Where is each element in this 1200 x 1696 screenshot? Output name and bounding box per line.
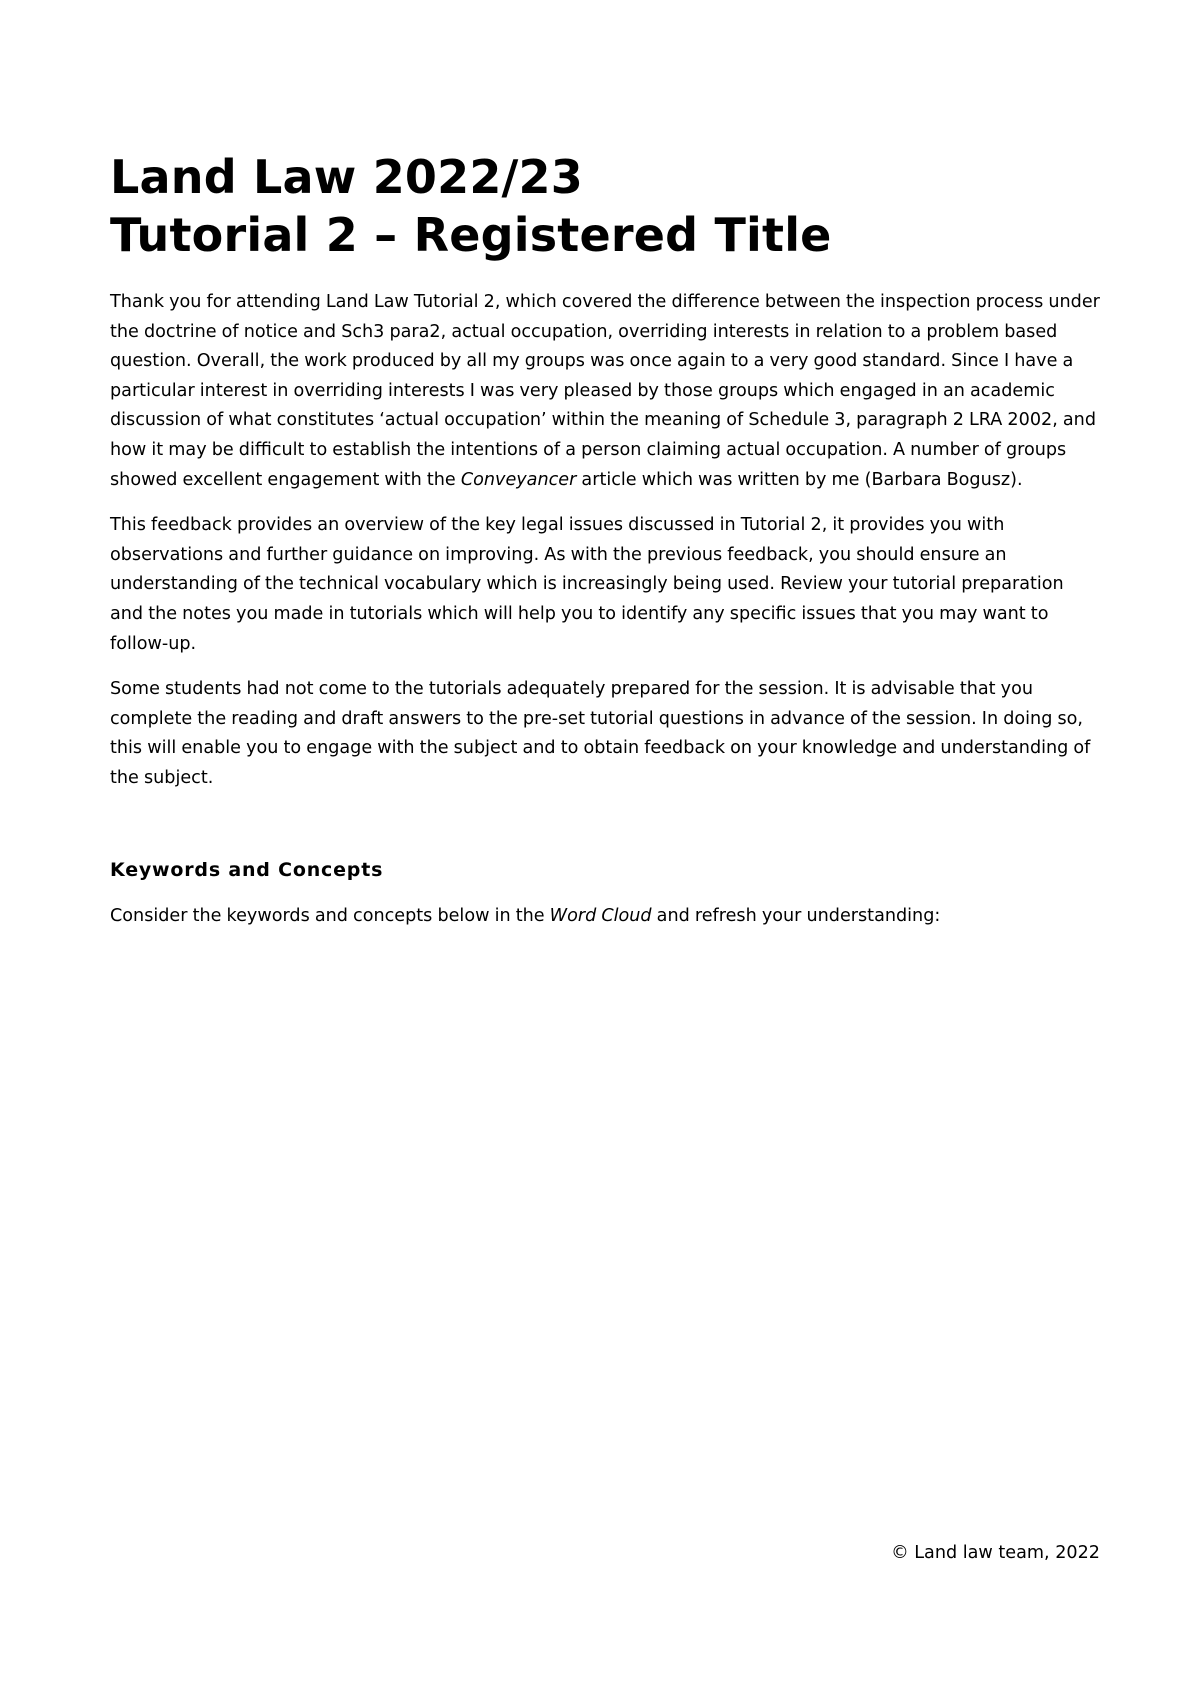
paragraph-intro-emphasis: Conveyancer <box>460 469 577 490</box>
section-heading-keywords: Keywords and Concepts <box>110 858 384 881</box>
paragraph-intro-part1: Thank you for attending Land Law Tutorial 2, which covered the difference between the inspection process under the doctrine of notice and Sch3 para2, actual occupation, overriding interests in relation to a problem based question. Overall, the work produced by all my groups was once again to a very good standard. Since I have a particular interest in overriding interests I was very pleased by those groups which engaged in an academic discussion of what constitutes ‘actual occupation’ within the meaning of Schedule 3, paragraph 2 LRA 2002, and how it may be difficult to establish the intentions of a person claiming actual occupation. A number of groups showed excellent engagement with the <box>110 292 1100 490</box>
paragraph-intro <box>110 288 1100 495</box>
keywords-intro-part1: Consider the keywords and concepts below in the <box>110 905 550 926</box>
page-content <box>110 148 1100 947</box>
paragraph-keywords-intro <box>110 902 1100 932</box>
paragraph-intro-part2: article which was written by me (Barbara Bogusz). <box>576 469 1023 490</box>
page-title <box>110 148 1100 264</box>
paragraph-preparation: Some students had not come to the tutorials adequately prepared for the session. It is advisable that you complete the reading and draft answers to the pre-set tutorial questions in advance of the session. In doing so, this will enable you to engage with the subject and to obtain feedback on your knowledge and understanding of the subject. <box>110 679 1091 788</box>
keywords-intro-emphasis: Word Cloud <box>549 905 652 926</box>
paragraph-feedback-overview: This feedback provides an overview of the key legal issues discussed in Tutorial 2, it provides you with observations and further guidance on improving. As with the previous feedback, you should ensure an understanding of the technical vocabulary which is increasingly being used. Review your tutorial preparation and the notes you made in tutorials which will help you to identify any specific issues that you may want to follow-up. <box>110 515 1064 654</box>
keywords-intro-part2: and refresh your understanding: <box>651 905 941 926</box>
title-tutorial: Tutorial 2 – Registered Title <box>110 208 832 262</box>
title-course: Land Law 2022/23 <box>110 150 583 204</box>
footer-copyright: © Land law team, 2022 <box>891 1543 1100 1563</box>
